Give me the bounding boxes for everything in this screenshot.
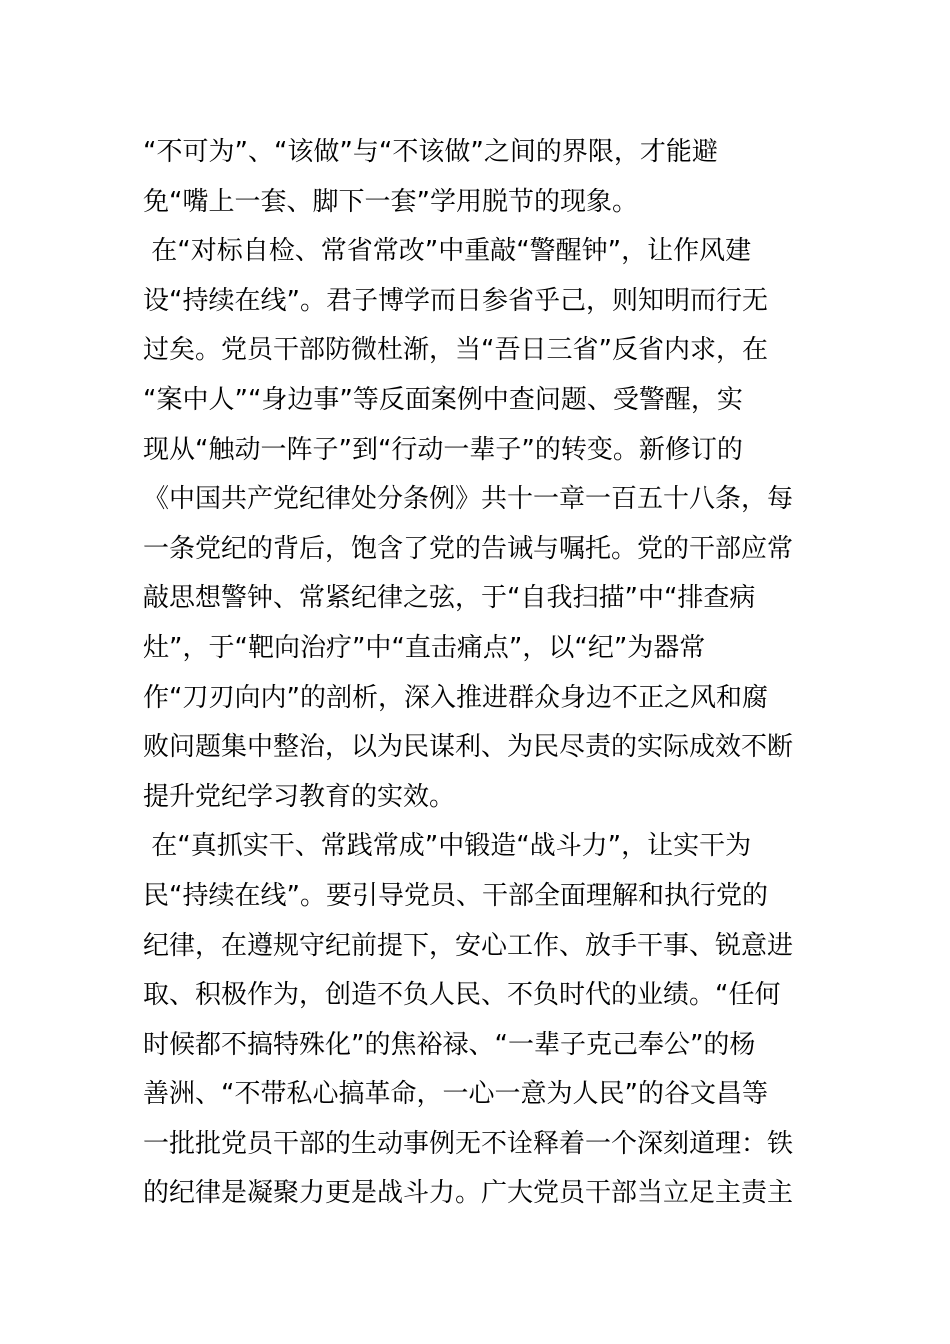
text-line: 设“持续在线”。君子博学而日参省乎己，则知明而行无 xyxy=(143,285,768,316)
text-line: 在“真抓实干、常践常成”中锻造“战斗力”，让实干为 xyxy=(143,831,752,862)
text-line: 善洲、“不带私心搞革命，一心一意为人民”的谷文昌等 xyxy=(143,1079,768,1110)
text-line: 民“持续在线”。要引导党员、干部全面理解和执行党的 xyxy=(143,880,768,911)
text-line: 作“刀刃向内”的剖析，深入推进群众身边不正之风和腐 xyxy=(143,682,768,713)
text-line: 敲思想警钟、常紧纪律之弦，于“自我扫描”中“排查病 xyxy=(143,583,756,614)
text-line: 现从“触动一阵子”到“行动一辈子”的转变。新修订的 xyxy=(143,434,743,465)
text-line: 免“嘴上一套、脚下一套”学用脱节的现象。 xyxy=(143,186,638,217)
text-line: 取、积极作为，创造不负人民、不负时代的业绩。“任何 xyxy=(143,980,781,1011)
text-line: “不可为”、“该做”与“不该做”之间的界限，才能避 xyxy=(143,137,718,167)
text-line: 的纪律是凝聚力更是战斗力。广大党员干部当立足主责主 xyxy=(143,1178,794,1209)
text-line: 纪律，在遵规守纪前提下，安心工作、放手干事、锐意进 xyxy=(143,930,794,961)
text-line: 《中国共产党纪律处分条例》共十一章一百五十八条，每 xyxy=(143,484,794,515)
text-line: 灶”，于“靶向治疗”中“直击痛点”，以“纪”为器常 xyxy=(143,632,706,663)
text-line: “案中人”“身边事”等反面案例中查问题、受警醒，实 xyxy=(143,384,743,415)
text-line: 时候都不搞特殊化”的焦裕禄、“一辈子克己奉公”的杨 xyxy=(143,1029,756,1060)
text-line: 过矣。党员干部防微杜渐，当“吾日三省”反省内求，在 xyxy=(143,335,768,366)
text-line: 在“对标自检、常省常改”中重敲“警醒钟”，让作风建 xyxy=(143,236,752,267)
document-body-text xyxy=(143,128,811,1219)
text-line: 败问题集中整治，以为民谋利、为民尽责的实际成效不断 xyxy=(143,732,794,763)
text-line: 一批批党员干部的生动事例无不诠释着一个深刻道理：铁 xyxy=(143,1128,794,1159)
text-line: 一条党纪的背后，饱含了党的告诫与嘱托。党的干部应常 xyxy=(143,533,794,564)
text-line: 提升党纪学习教育的实效。 xyxy=(143,781,456,812)
